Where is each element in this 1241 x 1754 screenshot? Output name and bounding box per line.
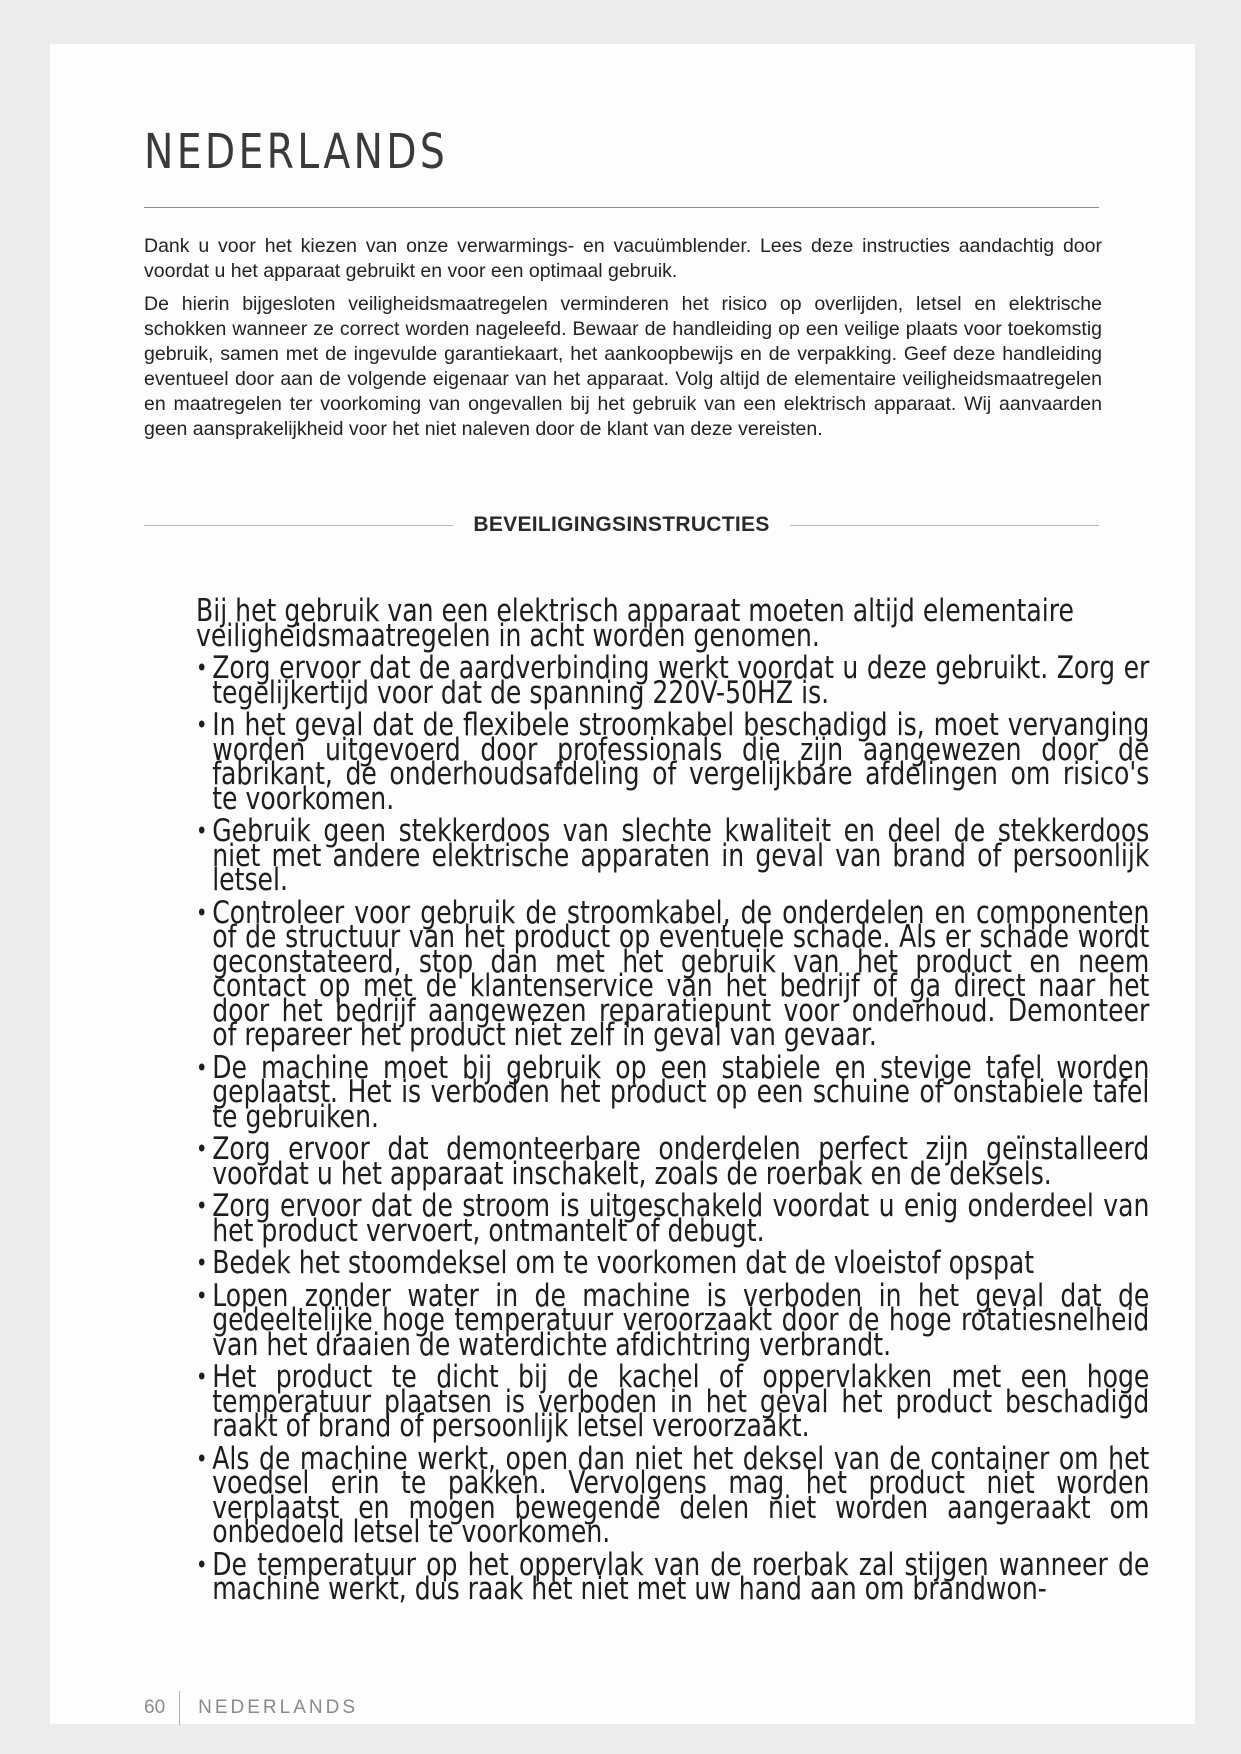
intro-paragraph-1: Dank u voor het kiezen van onze verwarmings- en vacuümblender. Lees deze instructies aandachtig door voordat u het apparaat gebruikt en voor een optimaal gebruik. [144, 235, 1102, 282]
safety-item: • Controleer voor gebruik de stroomkabel, de onderdelen en componenten of de structuur van het product op eventuele schade. Als er schade wordt geconstateerd, stop dan met het gebruik van het product en neem contact op met de klantenservice van het bedrijf of ga direct naar het door het bedrijf aangewezen reparatiepunt voor onderhoud. Demonteer of repareer het product niet zelf in geval van gevaar. [196, 901, 1149, 1048]
section-heading [144, 510, 1099, 540]
safety-item: • Gebruik geen stekkerdoos van slechte kwaliteit en deel de stekkerdoos niet met andere elektrische apparaten in geval van brand of persoonlijk letsel. [196, 819, 1149, 893]
safety-item: • Het product te dicht bij de kachel of oppervlakken met een hoge temperatuur plaatsen is verboden in het geval het product beschadigd raakt of brand of persoonlijk letsel veroorzaakt. [196, 1365, 1149, 1439]
footer-divider [179, 1691, 180, 1725]
page-number: 60 [144, 1697, 166, 1718]
safety-item: • Zorg ervoor dat de stroom is uitgeschakeld voordat u enig onderdeel van het product vervoert, ontmantelt of debugt. [196, 1194, 1149, 1243]
safety-lead: Bij het gebruik van een elektrisch apparaat moeten altijd elementaire veiligheidsmaatregelen in acht worden genomen. [196, 593, 1074, 654]
safety-item: • Bedek het stoomdeksel om te voorkomen dat de vloeistof opspat [196, 1251, 1149, 1276]
intro-paragraph-2: De hierin bijgesloten veiligheidsmaatregelen verminderen het risico op overlijden, letsel en elektrische schokken wanneer ze correct worden nageleefd. Bewaar de handleiding op een veilige plaats voor toekomstig gebruik, samen met de ingevulde garantiekaart, het aankoopbewijs en de verpakking. Geef deze handleiding eventueel door aan de volgende eigenaar van het apparaat. Volg altijd de elementaire veiligheidsmaatregelen en maatregelen ter voorkoming van ongevallen bij het gebruik van een elektrisch apparaat. Wij aanvaarden geen aansprakelijkheid voor het niet naleven door de klant van deze vereisten. [144, 293, 1102, 440]
safety-instructions [196, 593, 1150, 1610]
page-footer [144, 1691, 358, 1725]
page-title: NEDERLANDS [144, 124, 449, 180]
manual-page [50, 44, 1195, 1724]
safety-item: • Lopen zonder water in de machine is verboden in het geval dat de gedeeltelijke hoge temperatuur veroorzaakt door de hoge rotatiesnelheid van het draaien de waterdichte afdichtring verbrandt. [196, 1284, 1149, 1358]
footer-section-name: NEDERLANDS [198, 1697, 359, 1718]
heading-rule-left [144, 525, 453, 526]
safety-item: • Zorg ervoor dat de aardverbinding werkt voordat u deze gebruikt. Zorg er tegelijkertijd voor dat de spanning 220V-50HZ is. [196, 656, 1149, 705]
intro-text [144, 234, 1102, 450]
safety-item: • Zorg ervoor dat demonteerbare onderdelen perfect zijn geïnstalleerd voordat u het apparaat inschakelt, zoals de roerbak en de deksels. [196, 1137, 1149, 1186]
safety-item: • In het geval dat de flexibele stroomkabel beschadigd is, moet vervanging worden uitgevoerd door professionals die zijn aangewezen door de fabrikant, de onderhoudsafdeling of vergelijkbare afdelingen om risico's te voorkomen. [196, 713, 1149, 811]
safety-list [196, 650, 1150, 1607]
heading-rule-right [790, 525, 1099, 526]
section-heading-label: BEVEILIGINGSINSTRUCTIES [473, 513, 770, 536]
safety-item: • De machine moet bij gebruik op een stabiele en stevige tafel worden geplaatst. Het is verboden het product op een schuine of onstabiele tafel te gebruiken. [196, 1056, 1149, 1130]
safety-item: • Als de machine werkt, open dan niet het deksel van de container om het voedsel erin te pakken. Vervolgens mag het product niet worden verplaatst en mogen bewegende delen niet worden aangeraakt om onbedoeld letsel te voorkomen. [196, 1447, 1149, 1545]
safety-item: • De temperatuur op het oppervlak van de roerbak zal stijgen wanneer de machine werkt, dus raak het niet met uw hand aan om brandwon- [196, 1553, 1149, 1602]
title-divider [144, 207, 1099, 208]
